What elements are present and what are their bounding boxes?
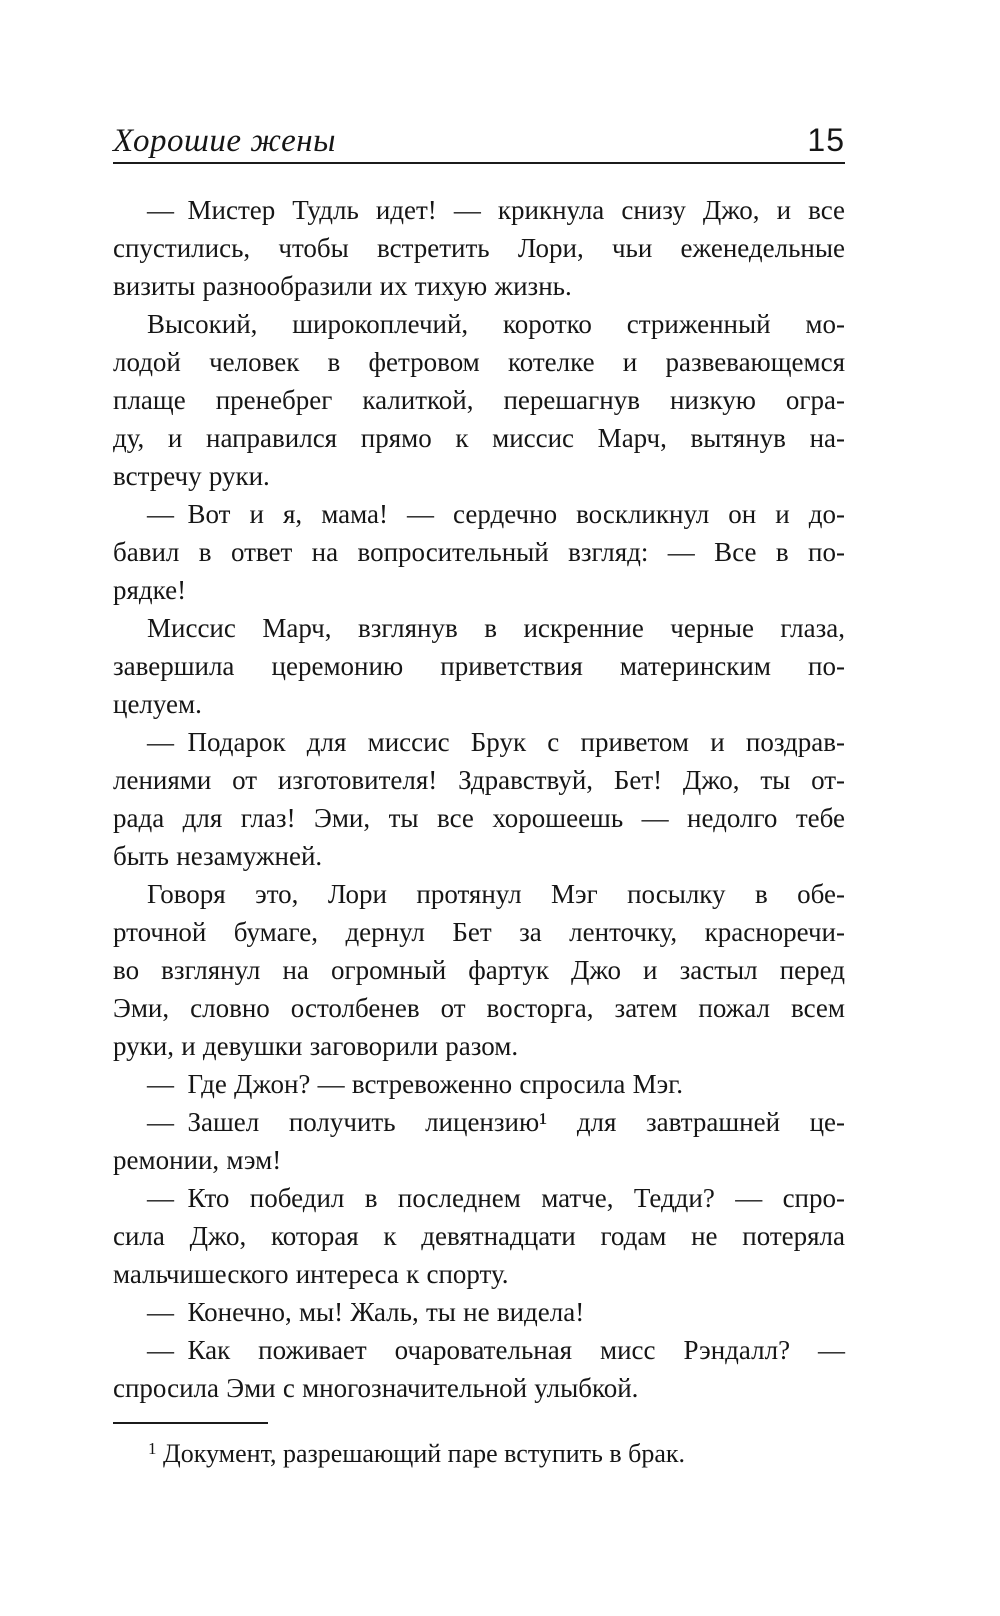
text-line: руки, и девушки заговорили разом. [113, 1031, 519, 1061]
text-line: — Как поживает очаровательная мисс Рэндалл? — [147, 1335, 845, 1365]
text-line: — Зашел получить лицензию¹ для завтрашней це- [147, 1107, 845, 1137]
paragraph [113, 495, 845, 609]
paragraph [113, 305, 845, 495]
text-line: лодой человек в фетровом котелке и развевающемся [113, 347, 845, 377]
running-head [113, 122, 845, 159]
paragraph [113, 191, 845, 305]
text-line: Эми, словно остолбенев от восторга, затем пожал всем [113, 993, 845, 1023]
text-line: — Где Джон? — встревоженно спросила Мэг. [147, 1069, 684, 1099]
paragraph [113, 1293, 845, 1331]
text-line: — Вот и я, мама! — сердечно воскликнул он и до- [147, 499, 845, 529]
text-line: — Конечно, мы! Жаль, ты не видела! [147, 1297, 585, 1327]
paragraph [113, 1065, 845, 1103]
text-line: сила Джо, которая к девятнадцати годам не потеряла [113, 1221, 845, 1251]
text-line: рада для глаз! Эми, ты все хорошеешь — недолго тебе [113, 803, 845, 833]
page-number: 15 [807, 122, 845, 158]
paragraph [113, 723, 845, 875]
text-line: спросила Эми с многозначительной улыбкой. [113, 1373, 639, 1403]
paragraph [113, 875, 845, 1065]
text-line: рядке! [113, 575, 187, 605]
paragraph [113, 609, 845, 723]
running-head-title: Хорошие жены [113, 123, 336, 159]
footnote-marker: 1 [148, 1439, 157, 1458]
text-line: лениями от изготовителя! Здравствуй, Бет! Джо, ты от- [113, 765, 845, 795]
text-line: быть незамужней. [113, 841, 323, 871]
text-line: Говоря это, Лори протянул Мэг посылку в обе- [147, 879, 845, 909]
footnote [113, 1437, 845, 1471]
text-line: Высокий, широкоплечий, коротко стриженный мо- [147, 309, 845, 339]
text-line: плаще пренебрег калиткой, перешагнув низкую огра- [113, 385, 845, 415]
body-text [113, 191, 845, 1407]
header-rule [113, 162, 845, 164]
text-line: ду, и направился прямо к миссис Марч, вытянув на- [113, 423, 845, 453]
text-line: Миссис Марч, взглянув в искренние черные глаза, [147, 613, 845, 643]
text-line: визиты разнообразили их тихую жизнь. [113, 271, 572, 301]
text-line: спустились, чтобы встретить Лори, чьи еженедельные [113, 233, 845, 263]
footnote-text: Документ, разрешающий паре вступить в брак. [156, 1439, 686, 1468]
page-content [113, 122, 845, 1471]
text-line: бавил в ответ на вопросительный взгляд: — Все в по- [113, 537, 845, 567]
text-line: — Подарок для миссис Брук с приветом и поздрав- [147, 727, 845, 757]
text-line: ремонии, мэм! [113, 1145, 282, 1175]
text-line: во взглянул на огромный фартук Джо и застыл перед [113, 955, 845, 985]
paragraph [113, 1103, 845, 1179]
footnote-divider [113, 1422, 268, 1424]
paragraph [113, 1331, 845, 1407]
text-line: — Мистер Тудль идет! — крикнула снизу Джо, и все [147, 195, 845, 225]
text-line: целуем. [113, 689, 202, 719]
text-line: мальчишеского интереса к спорту. [113, 1259, 509, 1289]
paragraph [113, 1179, 845, 1293]
text-line: завершила церемонию приветствия материнским по- [113, 651, 845, 681]
text-line: — Кто победил в последнем матче, Тедди? — спро- [147, 1183, 845, 1213]
text-line: встречу руки. [113, 461, 270, 491]
text-line: рточной бумаге, дернул Бет за ленточку, красноречи- [113, 917, 845, 947]
